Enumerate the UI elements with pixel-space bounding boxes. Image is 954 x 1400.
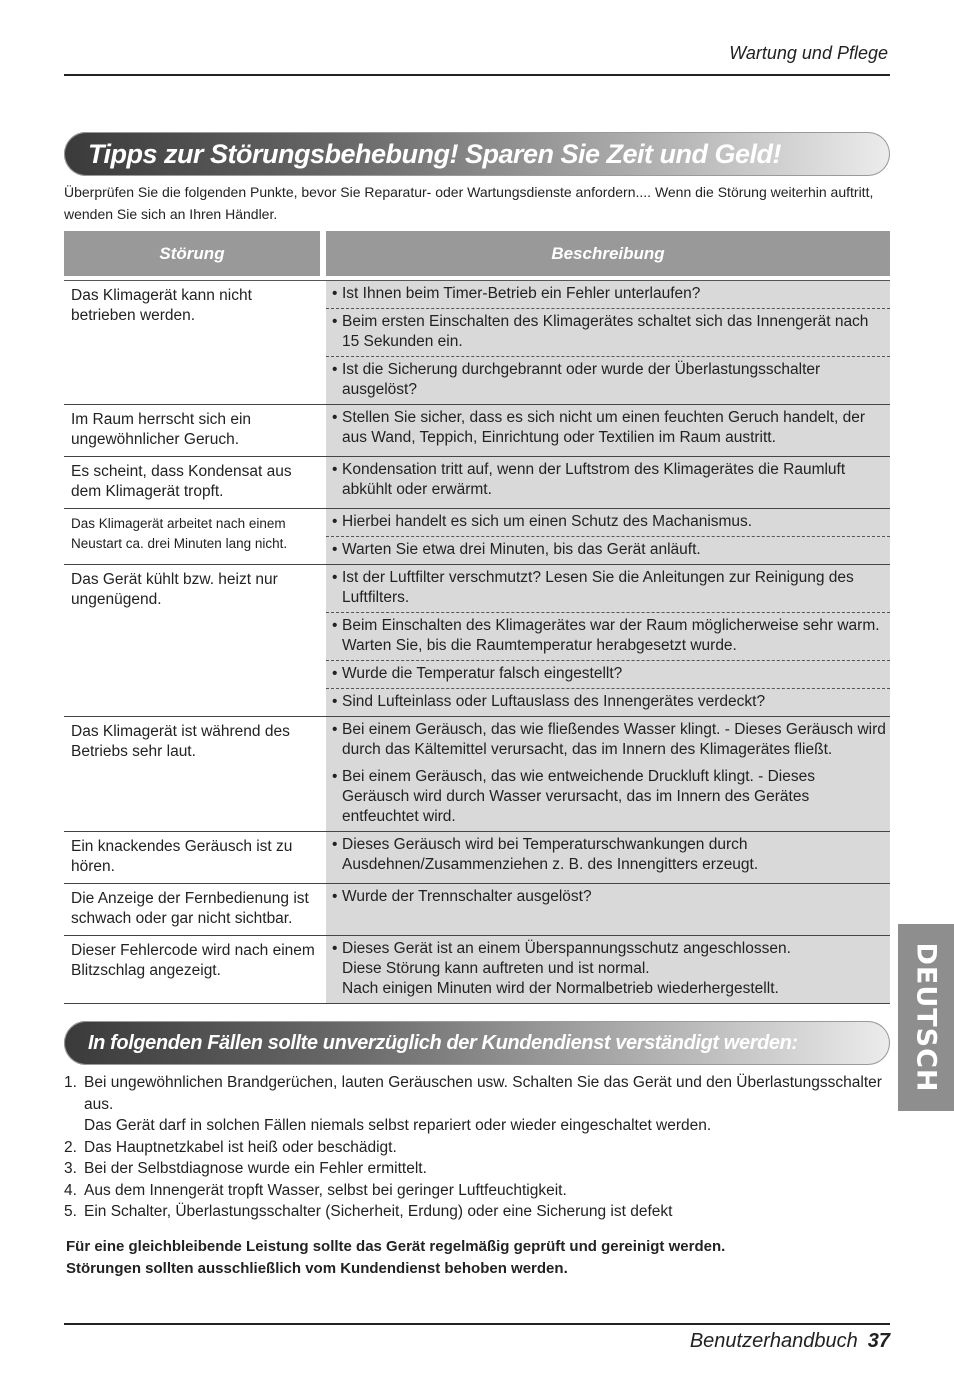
description-text: • Kondensation tritt auf, wenn der Luftstrom des Klimagerätes die Raumluft abkühlt oder erwärmt.	[342, 461, 846, 498]
description-text: • Ist Ihnen beim Timer-Betrieb ein Fehler unterlaufen?	[342, 285, 701, 302]
table-row	[64, 565, 890, 717]
footer-rule	[64, 1323, 890, 1325]
footer-label: Benutzerhandbuch	[689, 1330, 858, 1352]
description-text: • Beim Einschalten des Klimagerätes war der Raum möglicherweise sehr warm. Warten Sie, bis die Raumtemperatur herabgesetzt wurde.	[342, 617, 880, 654]
page-number: 37	[867, 1330, 890, 1352]
column-header-cause: Störung	[64, 231, 320, 276]
list-number: 3.	[64, 1160, 77, 1177]
description-item	[326, 689, 890, 716]
troubleshooting-table	[64, 231, 890, 1004]
list-text: Das Gerät darf in solchen Fällen niemals selbst repariert oder wieder eingeschaltet werden.	[84, 1117, 712, 1134]
table-row	[64, 457, 890, 509]
list-text: Aus dem Innengerät tropft Wasser, selbst bei geringer Luftfeuchtigkeit.	[84, 1181, 567, 1199]
description-item	[326, 509, 890, 537]
description-cell	[326, 281, 890, 404]
description-text: • Ist der Luftfilter verschmutzt? Lesen Sie die Anleitungen zur Reinigung des Luftfilters.	[342, 569, 854, 606]
description-text: • Ist die Sicherung durchgebrannt oder wurde der Überlastungsschalter ausgelöst?	[342, 361, 821, 398]
description-cell	[326, 565, 890, 716]
description-item	[326, 764, 890, 831]
cause-cell: Ein knackendes Geräusch ist zu hören.	[71, 838, 293, 875]
table-body	[64, 281, 890, 1004]
list-item	[64, 1072, 890, 1137]
language-tab	[898, 924, 954, 1111]
banner-title: Tipps zur Störungsbehebung! Sparen Sie Zeit und Geld!	[88, 139, 782, 169]
description-text: • Warten Sie etwa drei Minuten, bis das Gerät anläuft.	[342, 541, 701, 558]
description-item	[326, 309, 890, 357]
list-text: Bei ungewöhnlichen Brandgerüchen, lauten Geräuschen usw. Schalten Sie das Gerät und den Überlastungsschalter aus.	[84, 1074, 882, 1113]
description-cell	[326, 457, 890, 508]
list-item	[64, 1180, 890, 1202]
footer	[690, 1330, 890, 1353]
language-tab-label: DEUTSCH	[910, 942, 942, 1093]
troubleshooting-banner	[64, 132, 890, 176]
table-row	[64, 936, 890, 1004]
description-text: • Dieses Gerät ist an einem Überspannungsschutz angeschlossen.	[342, 940, 791, 957]
description-text: • Hierbei handelt es sich um einen Schutz des Machanismus.	[342, 513, 753, 530]
column-header-description: Beschreibung	[326, 231, 890, 276]
cause-cell: Im Raum herrscht sich ein ungewöhnlicher Geruch.	[71, 411, 252, 448]
description-text: • Wurde die Temperatur falsch eingestellt?	[342, 665, 623, 682]
table-row	[64, 717, 890, 832]
description-text: • Dieses Geräusch wird bei Temperaturschwankungen durch Ausdehnen/Zusammenziehen z. B. des Innengitters erzeugt.	[342, 836, 759, 873]
table-header	[64, 231, 890, 276]
list-number: 5.	[64, 1203, 77, 1220]
table-row	[64, 405, 890, 457]
description-text: • Beim ersten Einschalten des Klimagerätes schaltet sich das Innengerät nach 15 Sekunden ein.	[342, 313, 869, 350]
list-text: Das Hauptnetzkabel ist heiß oder beschädigt.	[84, 1138, 397, 1156]
description-text: • Bei einem Geräusch, das wie entweichende Druckluft klingt. - Dieses Geräusch wird durch Wasser verursacht, das im Innern des Gerätes entfeuchtet wird.	[342, 768, 815, 825]
section-header: Wartung und Pflege	[729, 43, 888, 63]
description-item	[326, 357, 890, 404]
closing-note	[66, 1236, 892, 1280]
list-item	[64, 1137, 890, 1159]
description-item	[326, 613, 890, 661]
description-item	[326, 661, 890, 689]
description-item	[326, 936, 890, 1003]
cause-cell: Das Klimagerät arbeitet nach einem Neustart ca. drei Minuten lang nicht.	[71, 516, 288, 551]
description-item	[326, 537, 890, 564]
description-cell	[326, 832, 890, 883]
banner-title: In folgenden Fällen sollte unverzüglich der Kundendienst verständigt werden:	[88, 1032, 798, 1054]
service-banner	[64, 1021, 890, 1065]
description-text: • Bei einem Geräusch, das wie fließendes Wasser klingt. - Dieses Geräusch wird durch das Kältemittel verursacht, das im Innern des Klimagerätes fließt.	[342, 721, 886, 758]
closing-line: Störungen sollten ausschließlich vom Kundendienst behoben werden.	[66, 1260, 568, 1277]
description-text: • Stellen Sie sicher, dass es sich nicht um einen feuchten Geruch handelt, der aus Wand, Teppich, Einrichtung oder Textilien im Raum austritt.	[342, 409, 865, 446]
description-item	[326, 884, 890, 911]
description-cell	[326, 717, 890, 831]
table-row	[64, 832, 890, 884]
cause-cell: Das Klimagerät kann nicht betrieben werden.	[71, 287, 252, 324]
description-text: Nach einigen Minuten wird der Normalbetrieb wiederhergestellt.	[342, 980, 779, 997]
description-item	[326, 457, 890, 504]
list-item	[64, 1201, 890, 1223]
table-row	[64, 884, 890, 936]
table-row	[64, 509, 890, 565]
cause-cell: Das Klimagerät ist während des Betriebs sehr laut.	[71, 723, 290, 760]
intro-text: Überprüfen Sie die folgenden Punkte, bevor Sie Reparatur- oder Wartungsdienste anfordern.... Wenn die Störung weiterhin auftritt, wenden Sie sich an Ihren Händler.	[64, 184, 874, 222]
table-row	[64, 281, 890, 405]
list-number: 1.	[64, 1074, 77, 1091]
description-item	[326, 717, 890, 764]
description-cell	[326, 936, 890, 1003]
service-cases-list	[64, 1072, 890, 1223]
description-cell	[326, 509, 890, 564]
description-item	[326, 405, 890, 452]
cause-cell: Das Gerät kühlt bzw. heizt nur ungenügend.	[71, 571, 278, 608]
description-text: • Sind Lufteinlass oder Luftauslass des Innengerätes verdeckt?	[342, 693, 766, 710]
list-number: 4.	[64, 1181, 77, 1199]
list-text: Bei der Selbstdiagnose wurde ein Fehler ermittelt.	[84, 1160, 427, 1177]
description-text: • Wurde der Trennschalter ausgelöst?	[342, 888, 592, 905]
list-text: Ein Schalter, Überlastungsschalter (Sicherheit, Erdung) oder eine Sicherung ist defekt	[84, 1203, 673, 1220]
description-cell	[326, 884, 890, 935]
description-item	[326, 565, 890, 613]
list-number: 2.	[64, 1138, 77, 1156]
closing-line: Für eine gleichbleibende Leistung sollte das Gerät regelmäßig geprüft und gereinigt werden.	[66, 1238, 726, 1255]
description-cell	[326, 405, 890, 456]
cause-cell: Dieser Fehlercode wird nach einem Blitzschlag angezeigt.	[71, 942, 315, 979]
description-item	[326, 281, 890, 309]
list-item	[64, 1158, 890, 1180]
header-rule	[64, 74, 890, 76]
description-text: Diese Störung kann auftreten und ist normal.	[342, 960, 650, 977]
description-item	[326, 832, 890, 879]
cause-cell: Es scheint, dass Kondensat aus dem Klimagerät tropft.	[71, 463, 292, 500]
cause-cell: Die Anzeige der Fernbedienung ist schwach oder gar nicht sichtbar.	[71, 890, 309, 927]
